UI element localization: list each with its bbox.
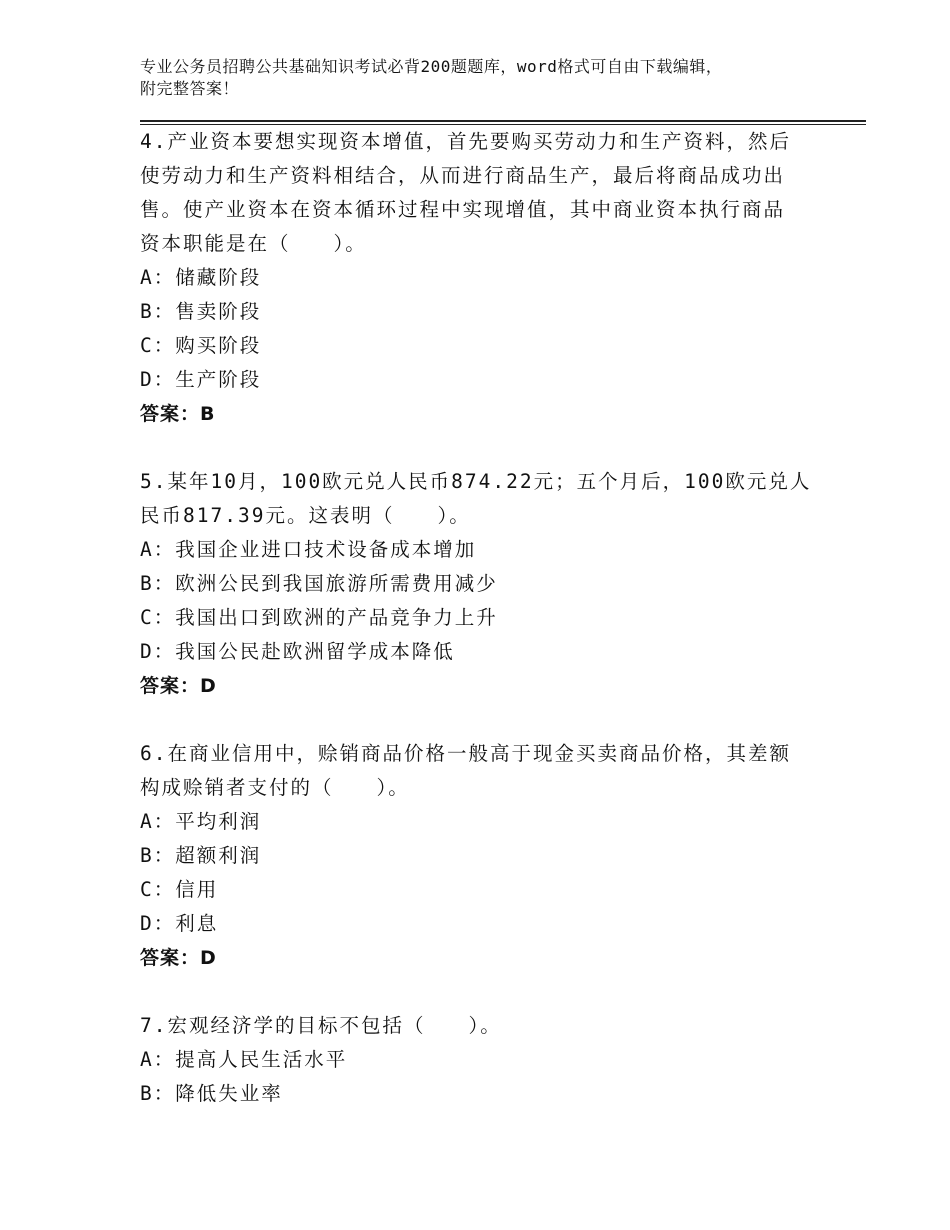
answer-text: 答案：B <box>140 403 216 425</box>
document-header <box>140 56 820 100</box>
question-text-line: 4.产业资本要想实现资本增值，首先要购买劳动力和生产资料，然后 <box>140 130 791 153</box>
question-text-line: 民币817.39元。这表明（ ）。 <box>140 504 471 527</box>
option-d: D：生产阶段 <box>140 368 262 391</box>
question-item <box>140 737 820 975</box>
answer-text: 答案：D <box>140 675 217 697</box>
answer-text: 答案：D <box>140 947 217 969</box>
question-list <box>140 125 820 1145</box>
option-c: C：我国出口到欧洲的产品竞争力上升 <box>140 606 498 629</box>
option-a: A：储藏阶段 <box>140 266 262 289</box>
question-text-line: 5.某年10月，100欧元兑人民币874.22元；五个月后，100欧元兑人 <box>140 470 812 493</box>
question-text-line: 6.在商业信用中，赊销商品价格一般高于现金买卖商品价格，其差额 <box>140 742 791 765</box>
question-item <box>140 465 820 703</box>
option-d: D：我国公民赴欧洲留学成本降低 <box>140 640 455 663</box>
option-c: C：信用 <box>140 878 219 901</box>
question-item <box>140 1009 820 1111</box>
question-item <box>140 125 820 431</box>
option-d: D：利息 <box>140 912 219 935</box>
option-b: B：售卖阶段 <box>140 300 262 323</box>
question-text-line: 使劳动力和生产资料相结合，从而进行商品生产，最后将商品成功出 <box>140 164 786 187</box>
question-text-line: 构成赊销者支付的（ ）。 <box>140 776 410 799</box>
option-b: B：超额利润 <box>140 844 262 867</box>
option-b: B：欧洲公民到我国旅游所需费用减少 <box>140 572 498 595</box>
question-text-line: 资本职能是在（ ）。 <box>140 232 367 255</box>
option-a: A：提高人民生活水平 <box>140 1048 348 1071</box>
question-text-line: 售。使产业资本在资本循环过程中实现增值，其中商业资本执行商品 <box>140 198 786 221</box>
header-line-2: 附完整答案！ <box>140 79 240 98</box>
header-divider-thick <box>140 120 866 122</box>
question-text-line: 7.宏观经济学的目标不包括（ ）。 <box>140 1014 502 1037</box>
option-b: B：降低失业率 <box>140 1082 283 1105</box>
header-line-1: 专业公务员招聘公共基础知识考试必背200题题库，word格式可自由下载编辑， <box>140 57 723 76</box>
option-a: A：平均利润 <box>140 810 262 833</box>
option-c: C：购买阶段 <box>140 334 262 357</box>
option-a: A：我国企业进口技术设备成本增加 <box>140 538 477 561</box>
